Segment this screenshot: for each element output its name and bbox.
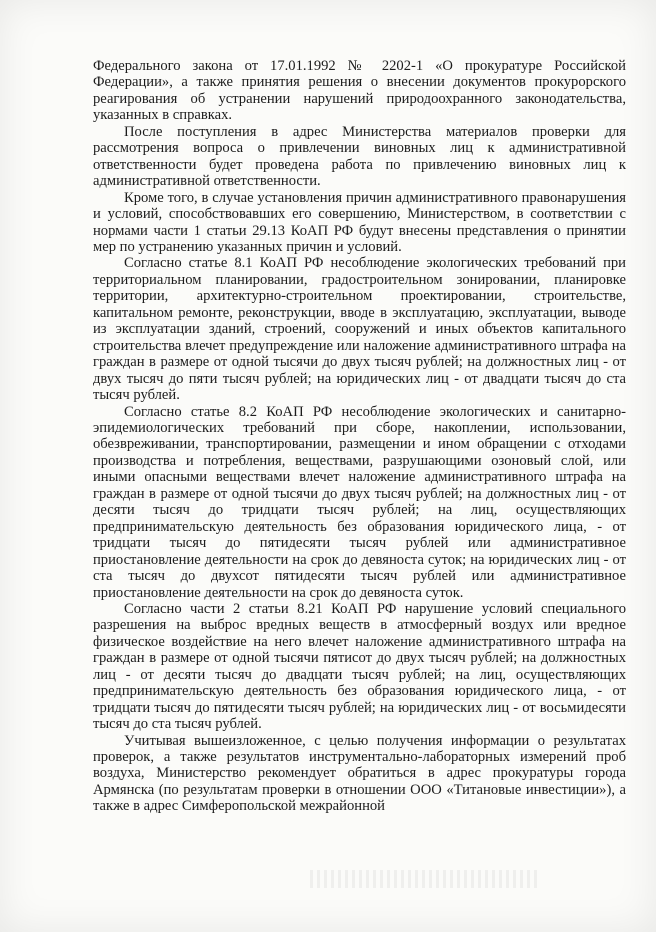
paragraph-2: После поступления в адрес Министерства материалов проверки для рассмотрения вопроса о привлечении виновных лиц к административной ответственности будет проведена работа по привлечению виновных лиц к административной ответственности. <box>93 123 626 190</box>
paragraph-4: Согласно статье 8.1 КоАП РФ несоблюдение экологических требований при территориальном планировании, градостроительном зонировании, планировке территории, архитектурно-строительном проектировании, строительстве, капитальном ремонте, реконструкции, вводе в эксплуатацию, эксплуатации, выводе из эксплуатации зданий, строений, сооружений и иных объектов капитального строительства влечет предупреждение или наложение административного штрафа на граждан в размере от одной тысячи до двух тысяч рублей; на должностных лиц - от двух тысяч до пяти тысяч рублей; на юридических лиц - от двадцати тысяч до ста тысяч рублей. <box>93 255 626 404</box>
paragraph-3: Кроме того, в случае установления причин административного правонарушения и условий, способствовавших его совершению, Министерством, в соответствии с нормами части 1 статьи 29.13 КоАП РФ будут внесены представления о принятии мер по устранению указанных причин и условий. <box>93 189 626 255</box>
document-body <box>93 58 626 815</box>
paragraph-6: Согласно части 2 статьи 8.21 КоАП РФ нарушение условий специального разрешения на выброс вредных веществ в атмосферный воздух или вредное физическое воздействие на него влечет наложение административного штрафа на граждан в размере от одной тысячи пятисот до двух тысяч рублей; на должностных лиц - от десяти тысяч до двадцати тысяч рублей; на лиц, осуществляющих предпринимательскую деятельность без образования юридического лица, - от тридцати тысяч до пятидесяти тысяч рублей; на юридических лиц - от восьмидесяти тысяч до ста тысяч рублей. <box>93 600 626 733</box>
paragraph-1: Федерального закона от 17.01.1992 № 2202-1 «О прокуратуре Российской Федерации», а также принятия решения о внесении документов прокурорского реагирования об устранении нарушений природоохранного законодательства, указанных в справках. <box>93 58 626 124</box>
paragraph-7: Учитывая вышеизложенное, с целью получения информации о результатах проверок, а также результатов инструментально-лабораторных измерений проб воздуха, Министерство рекомендует обратиться в адрес прокуратуры города Армянска (по результатам проверки в отношении ООО «Титановые инвестиции»), а также в адрес Симферопольской межрайонной <box>93 732 626 815</box>
paragraph-5: Согласно статье 8.2 КоАП РФ несоблюдение экологических и санитарно-эпидемиологических требований при сборе, накоплении, использовании, обезвреживании, транспортировании, размещении и ином обращении с отходами производства и потребления, веществами, разрушающими озоновый слой, или иными опасными веществами влечет наложение административного штрафа на граждан в размере от одной тысячи до двух тысяч рублей; на должностных лиц - от десяти тысяч до тридцати тысяч рублей; на лиц, осуществляющих предпринимательскую деятельность без образования юридического лица, - от тридцати тысяч до пятидесяти тысяч рублей или административное приостановление деятельности на срок до девяноста суток; на юридических лиц - от ста тысяч до двухсот пятидесяти тысяч рублей или административное приостановление деятельности на срок до девяноста суток. <box>93 403 626 601</box>
scan-artifact <box>310 870 540 888</box>
